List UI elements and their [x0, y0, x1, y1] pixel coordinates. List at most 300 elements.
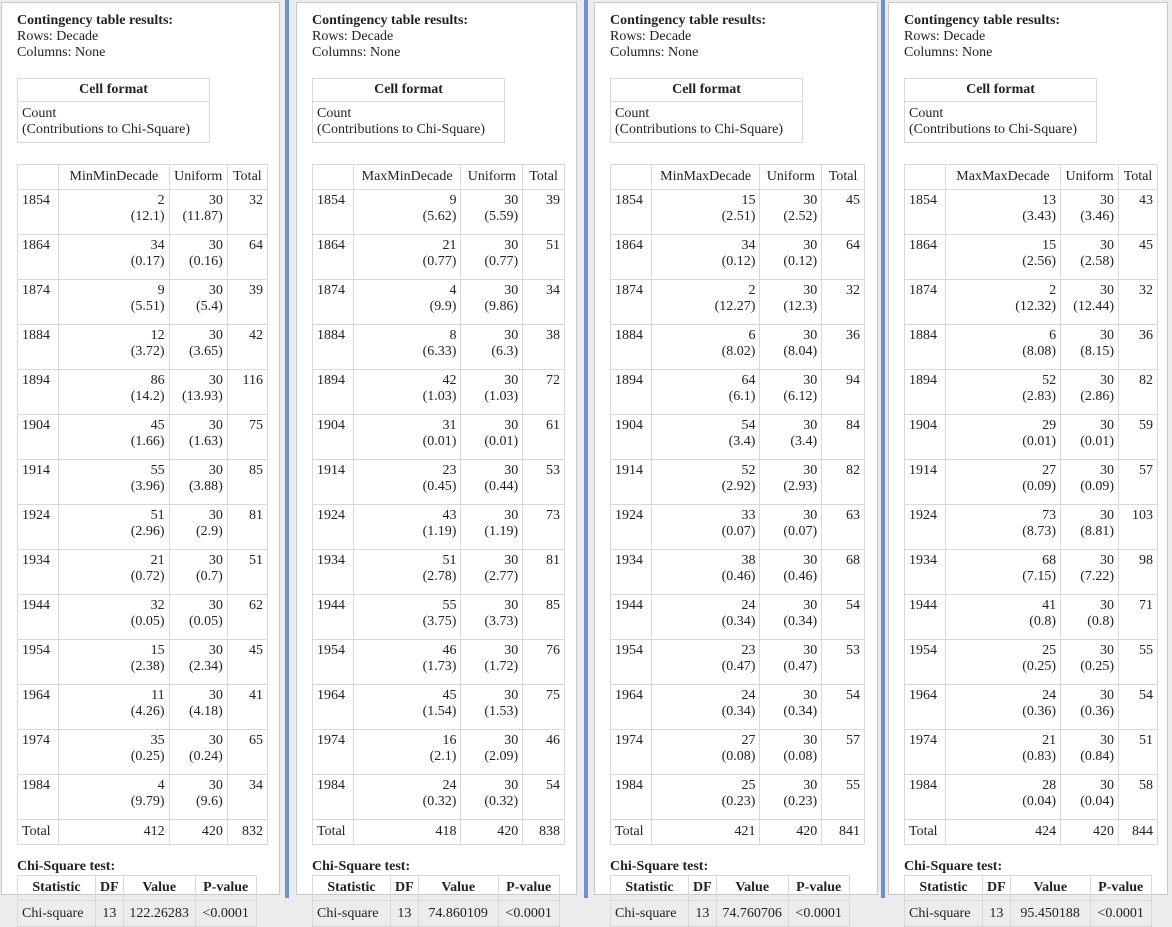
- column-header: Uniform: [169, 165, 227, 190]
- row-total: 55: [822, 775, 865, 820]
- row-total: 58: [1119, 775, 1158, 820]
- table-row: [905, 775, 1158, 820]
- row-label: 1974: [313, 730, 354, 775]
- data-cell: [651, 640, 760, 685]
- row-total: 65: [227, 730, 267, 775]
- cell-count: 54: [741, 418, 756, 433]
- cell-count: 13: [1042, 193, 1057, 208]
- cell-contribution: (3.4): [790, 434, 818, 449]
- cell-count: 42: [442, 373, 457, 388]
- row-label: 1944: [905, 595, 946, 640]
- cell-contribution: (0.83): [1022, 749, 1057, 764]
- cell-count: 30: [504, 328, 519, 343]
- cell-count: 30: [1100, 193, 1115, 208]
- data-cell: [945, 190, 1060, 235]
- row-label: 1984: [905, 775, 946, 820]
- data-cell: [353, 235, 461, 280]
- cell-contribution: (9.79): [130, 794, 165, 809]
- chi-row: [18, 901, 257, 927]
- table-row: [905, 640, 1158, 685]
- cell-count: 27: [1042, 463, 1057, 478]
- chi-value: 95.450188: [1010, 901, 1090, 927]
- data-cell: [760, 415, 822, 460]
- data-cell: [1061, 550, 1119, 595]
- chi-pvalue: <0.0001: [498, 901, 559, 927]
- corner-cell: [313, 165, 354, 190]
- cell-count: 9: [157, 283, 165, 298]
- row-label: 1924: [313, 505, 354, 550]
- data-cell: [461, 685, 523, 730]
- cell-contribution: (0.05): [188, 614, 223, 629]
- cell-count: 25: [1042, 643, 1057, 658]
- row-total: 57: [1119, 460, 1158, 505]
- cell-format-title: Cell format: [313, 79, 505, 102]
- column-header: Total: [227, 165, 267, 190]
- total-row: [313, 820, 565, 845]
- table-row: [611, 235, 865, 280]
- table-row: [313, 550, 565, 595]
- table-row: [905, 460, 1158, 505]
- data-cell: [353, 640, 461, 685]
- cell-contribution: (8.15): [1080, 344, 1115, 359]
- data-cell: [1061, 595, 1119, 640]
- data-cell: [59, 505, 169, 550]
- data-cell: [59, 235, 169, 280]
- data-cell: [59, 595, 169, 640]
- cell-contribution: (2.52): [783, 209, 818, 224]
- cell-contribution: (0.77): [422, 254, 457, 269]
- cell-contribution: (2.83): [1022, 389, 1057, 404]
- data-cell: [169, 280, 227, 325]
- results-header: [17, 13, 279, 61]
- table-row: [905, 685, 1158, 730]
- cell-format-table: [610, 78, 803, 143]
- data-cell: [760, 235, 822, 280]
- cell-count: 30: [803, 778, 818, 793]
- chi-column-header: Statistic: [313, 876, 391, 901]
- table-row: [905, 280, 1158, 325]
- table-row: [313, 280, 565, 325]
- data-cell: [59, 775, 169, 820]
- row-total: 81: [227, 505, 267, 550]
- row-label: 1894: [905, 370, 946, 415]
- cell-contribution: (0.07): [721, 524, 756, 539]
- row-label: 1884: [313, 325, 354, 370]
- row-label: 1864: [313, 235, 354, 280]
- cell-contribution: (0.01): [422, 434, 457, 449]
- cell-count: 64: [741, 373, 756, 388]
- row-total: 75: [523, 685, 565, 730]
- row-total: 39: [523, 190, 565, 235]
- results-title: Contingency table results:: [610, 13, 767, 28]
- row-label: 1934: [905, 550, 946, 595]
- cell-contribution: (0.04): [1080, 794, 1115, 809]
- row-label: 1914: [313, 460, 354, 505]
- cell-count: 30: [208, 463, 223, 478]
- cell-format-desc: [611, 102, 803, 143]
- row-label: 1934: [313, 550, 354, 595]
- data-cell: [760, 190, 822, 235]
- cell-contribution: (3.75): [422, 614, 457, 629]
- cell-contribution: (6.3): [491, 344, 519, 359]
- cell-contribution: (0.05): [130, 614, 165, 629]
- data-cell: [169, 190, 227, 235]
- cell-count: 43: [442, 508, 457, 523]
- cell-count: 4: [449, 283, 457, 298]
- cell-count: 30: [504, 733, 519, 748]
- panel-splitter[interactable]: [584, 0, 588, 898]
- cell-contribution: (0.12): [783, 254, 818, 269]
- cell-contribution: (4.18): [188, 704, 223, 719]
- data-cell: [945, 505, 1060, 550]
- cell-contribution: (5.4): [195, 299, 223, 314]
- total-value: 424: [945, 820, 1060, 845]
- row-total: 75: [227, 415, 267, 460]
- row-label: 1944: [18, 595, 59, 640]
- cell-contribution: (1.72): [484, 659, 519, 674]
- data-cell: [651, 550, 760, 595]
- chi-square-table: [610, 875, 850, 927]
- column-header: MaxMinDecade: [353, 165, 461, 190]
- cell-count: 30: [504, 598, 519, 613]
- table-row: [313, 190, 565, 235]
- total-value: 420: [1061, 820, 1119, 845]
- panel-splitter[interactable]: [285, 0, 289, 898]
- grand-total: 844: [1119, 820, 1158, 845]
- data-cell: [1061, 370, 1119, 415]
- cell-count: 30: [803, 643, 818, 658]
- chi-column-header: P-value: [1090, 876, 1151, 901]
- cell-format-contrib: (Contributions to Chi-Square): [22, 122, 190, 137]
- row-label: 1964: [18, 685, 59, 730]
- data-cell: [353, 685, 461, 730]
- data-cell: [169, 505, 227, 550]
- data-cell: [945, 595, 1060, 640]
- row-total: 34: [523, 280, 565, 325]
- chi-square-table: [17, 875, 257, 927]
- row-label: 1924: [611, 505, 652, 550]
- cell-count: 45: [150, 418, 165, 433]
- cell-count: 15: [1042, 238, 1057, 253]
- cell-count: 12: [150, 328, 165, 343]
- cell-contribution: (0.08): [783, 749, 818, 764]
- data-cell: [1061, 730, 1119, 775]
- cell-contribution: (0.32): [484, 794, 519, 809]
- row-label: 1934: [18, 550, 59, 595]
- data-cell: [353, 595, 461, 640]
- row-total: 36: [822, 325, 865, 370]
- data-cell: [461, 460, 523, 505]
- cell-contribution: (3.73): [484, 614, 519, 629]
- data-cell: [169, 370, 227, 415]
- cell-format-count: Count: [317, 106, 352, 121]
- row-total: 54: [523, 775, 565, 820]
- chi-square-table: [904, 875, 1152, 927]
- table-row: [313, 730, 565, 775]
- data-cell: [461, 640, 523, 685]
- row-total: 42: [227, 325, 267, 370]
- cell-contribution: (2.58): [1080, 254, 1115, 269]
- cell-contribution: (12.44): [1073, 299, 1115, 314]
- row-label: 1864: [905, 235, 946, 280]
- data-cell: [353, 730, 461, 775]
- row-total: 81: [523, 550, 565, 595]
- cell-contribution: (11.87): [182, 209, 223, 224]
- table-row: [18, 325, 268, 370]
- cell-count: 24: [741, 598, 756, 613]
- row-label: 1894: [611, 370, 652, 415]
- cell-contribution: (0.34): [783, 704, 818, 719]
- row-total: 36: [1119, 325, 1158, 370]
- cell-contribution: (0.07): [783, 524, 818, 539]
- table-row: [18, 280, 268, 325]
- cell-count: 52: [1042, 373, 1057, 388]
- cell-count: 30: [504, 463, 519, 478]
- cell-contribution: (2.92): [721, 479, 756, 494]
- cell-contribution: (0.08): [721, 749, 756, 764]
- table-row: [313, 370, 565, 415]
- chi-pvalue: <0.0001: [195, 901, 256, 927]
- cell-count: 30: [1100, 418, 1115, 433]
- cell-contribution: (2.78): [422, 569, 457, 584]
- row-total: 34: [227, 775, 267, 820]
- chi-value: 74.760706: [716, 901, 788, 927]
- cell-count: 30: [504, 688, 519, 703]
- results-header: [312, 13, 576, 61]
- column-header: Total: [523, 165, 565, 190]
- data-cell: [461, 370, 523, 415]
- cell-contribution: (7.22): [1080, 569, 1115, 584]
- cell-contribution: (7.15): [1022, 569, 1057, 584]
- total-row: [905, 820, 1158, 845]
- chi-df: 13: [689, 901, 717, 927]
- cell-count: 30: [208, 598, 223, 613]
- contingency-table: [610, 164, 865, 845]
- row-label: 1874: [905, 280, 946, 325]
- row-total: 76: [523, 640, 565, 685]
- cell-count: 41: [1042, 598, 1057, 613]
- data-cell: [760, 640, 822, 685]
- columns-info: Columns: None: [312, 45, 401, 60]
- data-cell: [169, 235, 227, 280]
- cell-contribution: (1.03): [422, 389, 457, 404]
- cell-count: 25: [741, 778, 756, 793]
- chi-value: 74.860109: [418, 901, 498, 927]
- row-total: 73: [523, 505, 565, 550]
- table-row: [18, 595, 268, 640]
- chi-column-header: P-value: [195, 876, 256, 901]
- data-cell: [760, 505, 822, 550]
- cell-format-contrib: (Contributions to Chi-Square): [317, 122, 485, 137]
- cell-contribution: (3.96): [130, 479, 165, 494]
- cell-count: 86: [150, 373, 165, 388]
- chi-column-header: Value: [716, 876, 788, 901]
- data-cell: [59, 460, 169, 505]
- cell-count: 21: [1042, 733, 1057, 748]
- table-row: [905, 505, 1158, 550]
- data-cell: [461, 190, 523, 235]
- table-row: [611, 550, 865, 595]
- column-header: MinMinDecade: [59, 165, 169, 190]
- cell-count: 24: [741, 688, 756, 703]
- table-row: [313, 460, 565, 505]
- table-row: [611, 415, 865, 460]
- table-row: [611, 775, 865, 820]
- table-row: [905, 595, 1158, 640]
- row-label: 1884: [18, 325, 59, 370]
- cell-contribution: (0.7): [195, 569, 223, 584]
- row-label: 1974: [905, 730, 946, 775]
- cell-contribution: (0.36): [1022, 704, 1057, 719]
- column-header: MaxMaxDecade: [945, 165, 1060, 190]
- contingency-table: [904, 164, 1158, 845]
- data-cell: [59, 685, 169, 730]
- cell-contribution: (1.63): [188, 434, 223, 449]
- row-label: 1884: [611, 325, 652, 370]
- cell-count: 52: [741, 463, 756, 478]
- data-cell: [353, 190, 461, 235]
- data-cell: [651, 235, 760, 280]
- rows-info: Rows: Decade: [610, 29, 692, 44]
- table-row: [313, 595, 565, 640]
- data-cell: [169, 640, 227, 685]
- chi-row: [905, 901, 1152, 927]
- data-cell: [1061, 685, 1119, 730]
- table-row: [905, 415, 1158, 460]
- row-total: 41: [227, 685, 267, 730]
- results-panel: [594, 2, 878, 921]
- data-cell: [760, 370, 822, 415]
- cell-contribution: (1.73): [422, 659, 457, 674]
- cell-contribution: (8.81): [1080, 524, 1115, 539]
- table-row: [611, 595, 865, 640]
- cell-contribution: (12.32): [1015, 299, 1057, 314]
- cell-contribution: (8.73): [1022, 524, 1057, 539]
- row-total: 43: [1119, 190, 1158, 235]
- chi-row: [313, 901, 560, 927]
- cell-count: 34: [150, 238, 165, 253]
- chi-statistic: Chi-square: [18, 901, 96, 927]
- cell-format-desc: [313, 102, 505, 143]
- row-label: 1904: [905, 415, 946, 460]
- column-header: Uniform: [1061, 165, 1119, 190]
- row-total: 54: [822, 595, 865, 640]
- chi-column-header: DF: [96, 876, 124, 901]
- table-row: [611, 280, 865, 325]
- row-total: 103: [1119, 505, 1158, 550]
- cell-contribution: (5.62): [422, 209, 457, 224]
- cell-contribution: (0.25): [1080, 659, 1115, 674]
- column-header: Uniform: [461, 165, 523, 190]
- cell-contribution: (1.66): [130, 434, 165, 449]
- cell-count: 23: [741, 643, 756, 658]
- columns-info: Columns: None: [904, 45, 993, 60]
- data-cell: [760, 460, 822, 505]
- data-cell: [59, 325, 169, 370]
- chi-column-header: Statistic: [905, 876, 983, 901]
- table-row: [18, 415, 268, 460]
- cell-count: 30: [504, 778, 519, 793]
- data-cell: [169, 415, 227, 460]
- cell-contribution: (14.2): [130, 389, 165, 404]
- data-cell: [169, 460, 227, 505]
- cell-count: 30: [504, 508, 519, 523]
- cell-format-count: Count: [615, 106, 650, 121]
- cell-contribution: (0.24): [188, 749, 223, 764]
- data-cell: [1061, 235, 1119, 280]
- row-label: 1854: [611, 190, 652, 235]
- panel-splitter[interactable]: [881, 0, 885, 898]
- corner-cell: [905, 165, 946, 190]
- data-cell: [461, 730, 523, 775]
- cell-contribution: (0.77): [484, 254, 519, 269]
- results-panel: [296, 2, 577, 921]
- chi-pvalue: <0.0001: [1090, 901, 1151, 927]
- cell-count: 46: [442, 643, 457, 658]
- grand-total: 832: [227, 820, 267, 845]
- cell-count: 30: [803, 238, 818, 253]
- row-label: 1964: [611, 685, 652, 730]
- cell-count: 30: [1100, 643, 1115, 658]
- table-row: [18, 550, 268, 595]
- data-cell: [1061, 190, 1119, 235]
- cell-count: 30: [208, 643, 223, 658]
- cell-contribution: (3.46): [1080, 209, 1115, 224]
- table-row: [18, 370, 268, 415]
- row-total: 72: [523, 370, 565, 415]
- cell-contribution: (2.77): [484, 569, 519, 584]
- table-row: [611, 730, 865, 775]
- data-cell: [353, 460, 461, 505]
- cell-count: 4: [157, 778, 165, 793]
- cell-contribution: (0.17): [130, 254, 165, 269]
- cell-contribution: (0.45): [422, 479, 457, 494]
- cell-count: 30: [208, 238, 223, 253]
- row-total: 85: [227, 460, 267, 505]
- cell-contribution: (0.09): [1080, 479, 1115, 494]
- rows-info: Rows: Decade: [17, 29, 99, 44]
- row-total: 62: [227, 595, 267, 640]
- total-value: 420: [760, 820, 822, 845]
- row-label: 1934: [611, 550, 652, 595]
- cell-contribution: (0.12): [721, 254, 756, 269]
- cell-contribution: (3.65): [188, 344, 223, 359]
- corner-cell: [611, 165, 652, 190]
- total-label: Total: [905, 820, 946, 845]
- cell-count: 30: [208, 778, 223, 793]
- cell-count: 21: [442, 238, 457, 253]
- chi-df: 13: [983, 901, 1011, 927]
- columns-info: Columns: None: [17, 45, 106, 60]
- row-total: 85: [523, 595, 565, 640]
- data-cell: [353, 280, 461, 325]
- cell-count: 30: [208, 373, 223, 388]
- row-total: 46: [523, 730, 565, 775]
- cell-contribution: (0.09): [1022, 479, 1057, 494]
- cell-count: 35: [150, 733, 165, 748]
- cell-contribution: (0.8): [1087, 614, 1115, 629]
- cell-contribution: (0.34): [783, 614, 818, 629]
- cell-contribution: (2.9): [195, 524, 223, 539]
- row-total: 51: [227, 550, 267, 595]
- cell-contribution: (2.51): [721, 209, 756, 224]
- cell-count: 21: [150, 553, 165, 568]
- cell-count: 16: [442, 733, 457, 748]
- total-row: [18, 820, 268, 845]
- cell-contribution: (0.36): [1080, 704, 1115, 719]
- row-total: 68: [822, 550, 865, 595]
- row-total: 82: [822, 460, 865, 505]
